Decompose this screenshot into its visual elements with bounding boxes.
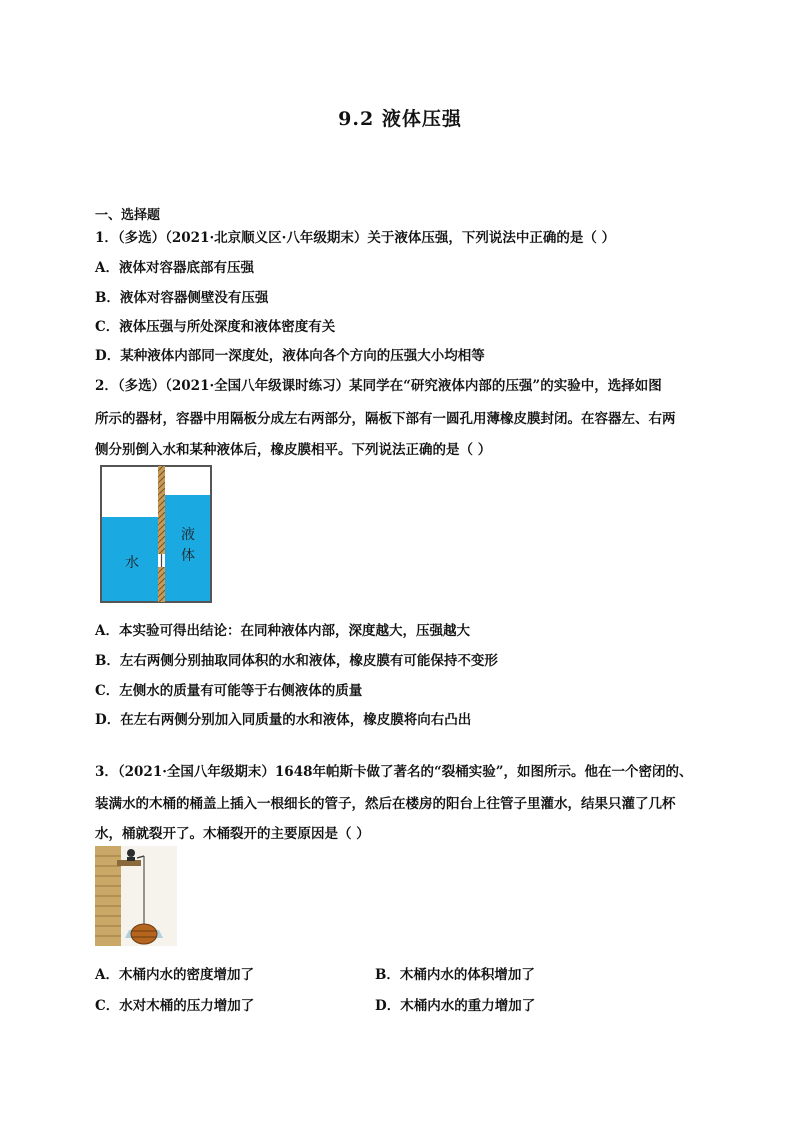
question-1-option-d: D．某种液体内部同一深度处，液体向各个方向的压强大小均相等 bbox=[95, 348, 485, 364]
partition-lower bbox=[158, 567, 165, 602]
liquid-label-2: 体 bbox=[181, 548, 195, 564]
question-2-option-d: D．在左右两侧分别加入同质量的水和液体，橡皮膜将向右凸出 bbox=[95, 712, 472, 728]
question-3-option-a: A．木桶内水的密度增加了 bbox=[95, 967, 254, 983]
section-heading: 一、选择题 bbox=[95, 208, 161, 223]
question-1-stem: 1．（多选）（2021·北京顺义区·八年级期末）关于液体压强，下列说法中正确的是（ ） bbox=[95, 230, 616, 246]
question-2-stem-line-1: 2．（多选）（2021·全国八年级课时练习）某同学在“研究液体内部的压强”的实验中，选择如图 bbox=[95, 378, 662, 394]
question-3-stem-line-2: 装满水的木桶的桶盖上插入一根细长的管子，然后在楼房的阳台上往管子里灌水，结果只灌了几杯 bbox=[95, 796, 676, 812]
question-2-stem-line-3: 侧分别倒入水和某种液体后，橡皮膜相平。下列说法正确的是（ ） bbox=[95, 442, 492, 458]
person-head bbox=[127, 849, 135, 857]
question-2-option-c: C．左侧水的质量有可能等于右侧液体的质量 bbox=[95, 683, 363, 699]
question-3-stem-line-1: 3．（2021·全国八年级期末）1648年帕斯卡做了著名的“裂桶实验”，如图所示。他在一个密闭的、 bbox=[95, 764, 693, 780]
question-3-option-b: B．木桶内水的体积增加了 bbox=[375, 967, 535, 983]
question-1-option-c: C．液体压强与所处深度和液体密度有关 bbox=[95, 319, 336, 335]
question-1-option-b: B．液体对容器侧壁没有压强 bbox=[95, 290, 269, 306]
question-1-option-a: A．液体对容器底部有压强 bbox=[95, 260, 254, 276]
question-3-option-c: C．水对木桶的压力增加了 bbox=[95, 998, 255, 1014]
container-figure bbox=[99, 464, 213, 604]
question-2-stem-line-2: 所示的器材，容器中用隔板分成左右两部分，隔板下部有一圆孔用薄橡皮膜封闭。在容器左、右两 bbox=[95, 411, 676, 427]
question-2-option-b: B．左右两侧分别抽取同体积的水和液体，橡皮膜有可能保持不变形 bbox=[95, 653, 498, 669]
question-3-option-d: D．木桶内水的重力增加了 bbox=[375, 998, 536, 1014]
question-3-stem-line-3: 水，桶就裂开了。木桶裂开的主要原因是（ ） bbox=[95, 826, 370, 842]
water-label: 水 bbox=[125, 555, 139, 571]
wooden-barrel bbox=[131, 924, 157, 944]
partition-upper bbox=[158, 466, 165, 554]
question-2-option-a: A．本实验可得出结论：在同种液体内部，深度越大，压强越大 bbox=[95, 623, 470, 639]
barrel-experiment-figure bbox=[95, 846, 177, 946]
liquid-label-1: 液 bbox=[181, 527, 195, 543]
page-title: 9.2 液体压强 bbox=[338, 108, 462, 130]
